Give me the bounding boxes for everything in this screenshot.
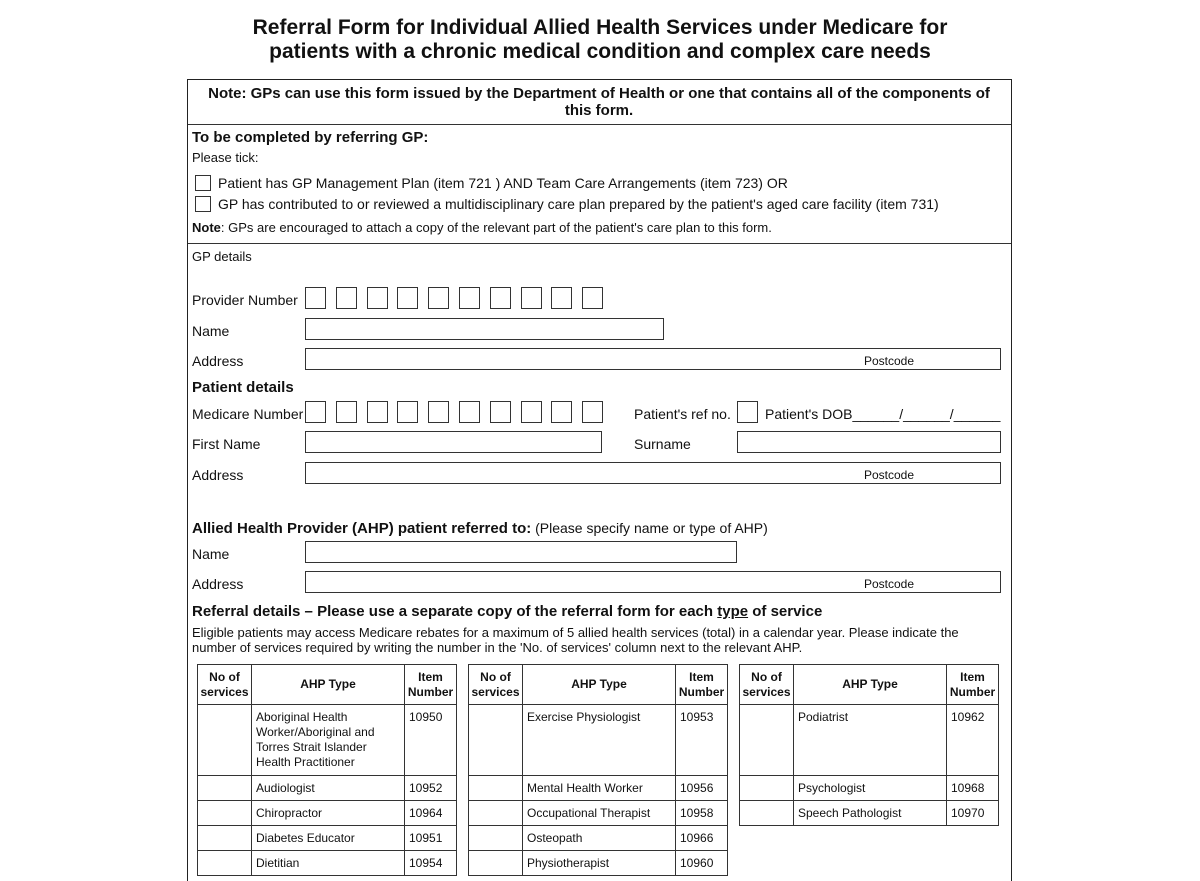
- care-plan-note: [192, 220, 772, 235]
- header-ahp-type: AHP Type: [523, 665, 676, 705]
- medicare-number-digit-box[interactable]: [521, 401, 542, 423]
- table-row: [469, 776, 728, 801]
- patient-postcode-label: Postcode: [864, 468, 915, 482]
- option-multidisciplinary-plan: GP has contributed to or reviewed a multidisciplinary care plan prepared by the patient's aged care facility (item 731): [218, 196, 939, 212]
- surname-label: Surname: [634, 436, 691, 452]
- provider-number-digit-box[interactable]: [305, 287, 326, 309]
- medicare-number-digit-box[interactable]: [582, 401, 603, 423]
- care-plan-note-bold: Note: [192, 220, 221, 235]
- item-number-cell: 10962: [947, 705, 999, 776]
- medicare-number-digit-box[interactable]: [305, 401, 326, 423]
- patient-details-heading: Patient details: [192, 379, 294, 396]
- item-number-cell: 10970: [947, 801, 999, 826]
- table-row: [469, 801, 728, 826]
- form-title: [0, 16, 1200, 64]
- table-row: [198, 801, 457, 826]
- referral-details-body: [192, 625, 1012, 655]
- ahp-type-cell: Dietitian: [252, 851, 405, 876]
- item-number-cell: 10952: [405, 776, 457, 801]
- provider-number-digit-box[interactable]: [459, 287, 480, 309]
- header-item-number-line2: Number: [678, 684, 725, 699]
- header-item-number-line1: Item: [418, 669, 443, 684]
- header-item-number-line2: Number: [407, 684, 454, 699]
- table-row: [198, 705, 457, 776]
- ahp-heading: [192, 520, 768, 537]
- header-no-of-services-line1: No of: [209, 669, 240, 684]
- medicare-number-label: Medicare Number: [192, 406, 304, 422]
- header-item-number-line1: Item: [960, 669, 985, 684]
- provider-number-digit-box[interactable]: [521, 287, 542, 309]
- no-of-services-cell[interactable]: [469, 801, 523, 826]
- item-number-cell: 10966: [676, 826, 728, 851]
- ahp-type-cell: Physiotherapist: [523, 851, 676, 876]
- provider-number-digit-box[interactable]: [336, 287, 357, 309]
- provider-number-digit-box[interactable]: [397, 287, 418, 309]
- ahp-type-cell: Diabetes Educator: [252, 826, 405, 851]
- no-of-services-cell[interactable]: [198, 776, 252, 801]
- ahp-type-cell: Psychologist: [794, 776, 947, 801]
- gp-section-heading: To be completed by referring GP:: [192, 129, 429, 146]
- header-ahp-type: AHP Type: [252, 665, 405, 705]
- medicare-number-digit-box[interactable]: [551, 401, 572, 423]
- table-row: [740, 705, 999, 776]
- medicare-number-digit-box[interactable]: [397, 401, 418, 423]
- ahp-name-field[interactable]: [305, 541, 737, 563]
- no-of-services-cell[interactable]: [740, 705, 794, 776]
- referral-heading-type: type: [717, 603, 749, 620]
- medicare-number-digit-box[interactable]: [336, 401, 357, 423]
- header-item-number: [676, 665, 728, 705]
- header-no-of-services-line2: services: [742, 684, 791, 699]
- patient-ref-label: Patient's ref no.: [634, 406, 731, 422]
- medicare-number-digit-box[interactable]: [490, 401, 511, 423]
- gp-postcode-label: Postcode: [864, 354, 915, 368]
- please-tick-label: Please tick:: [192, 150, 259, 165]
- table-row: [469, 705, 728, 776]
- item-number-cell: 10950: [405, 705, 457, 776]
- header-no-of-services-line1: No of: [751, 669, 782, 684]
- no-of-services-cell[interactable]: [469, 826, 523, 851]
- patient-address-label: Address: [192, 467, 244, 483]
- header-no-of-services: [469, 665, 523, 705]
- header-no-of-services-line2: services: [200, 684, 249, 699]
- ahp-table-1: [197, 664, 457, 876]
- provider-number-digit-box[interactable]: [551, 287, 572, 309]
- header-no-of-services-line1: No of: [480, 669, 511, 684]
- table-row: [740, 801, 999, 826]
- ahp-type-cell: Chiropractor: [252, 801, 405, 826]
- provider-number-digit-box[interactable]: [367, 287, 388, 309]
- header-ahp-type: AHP Type: [794, 665, 947, 705]
- ahp-table-3: [739, 664, 999, 826]
- surname-field[interactable]: [737, 431, 1001, 453]
- no-of-services-cell[interactable]: [469, 776, 523, 801]
- item-number-cell: 10960: [676, 851, 728, 876]
- header-item-number-line1: Item: [689, 669, 714, 684]
- ahp-type-cell: Occupational Therapist: [523, 801, 676, 826]
- item-number-cell: 10956: [676, 776, 728, 801]
- ahp-postcode-label: Postcode: [864, 577, 915, 591]
- table-row: [469, 826, 728, 851]
- referral-heading-d: of service: [748, 603, 823, 620]
- ahp-type-cell: Speech Pathologist: [794, 801, 947, 826]
- no-of-services-cell[interactable]: [198, 801, 252, 826]
- first-name-field[interactable]: [305, 431, 602, 453]
- referral-details-heading: [192, 603, 822, 620]
- no-of-services-cell[interactable]: [469, 705, 523, 776]
- ahp-heading-note: (Please specify name or type of AHP): [531, 520, 768, 536]
- ahp-type-cell: Mental Health Worker: [523, 776, 676, 801]
- header-no-of-services: [740, 665, 794, 705]
- header-no-of-services: [198, 665, 252, 705]
- no-of-services-cell[interactable]: [198, 826, 252, 851]
- ahp-type-cell: Osteopath: [523, 826, 676, 851]
- ahp-name-label: Name: [192, 546, 230, 562]
- department-note: Note: GPs can use this form issued by the Department of Health or one that contains all of the components of this form.: [208, 85, 990, 119]
- checkbox-gp-management-plan[interactable]: [195, 175, 211, 191]
- table-row: [740, 776, 999, 801]
- table-row: [198, 851, 457, 876]
- item-number-cell: 10968: [947, 776, 999, 801]
- provider-number-label: Provider Number: [192, 292, 298, 308]
- gp-name-label: Name: [192, 323, 230, 339]
- item-number-cell: 10953: [676, 705, 728, 776]
- ahp-address-label: Address: [192, 576, 244, 592]
- provider-number-digit-box[interactable]: [582, 287, 603, 309]
- gp-address-label: Address: [192, 353, 244, 369]
- first-name-label: First Name: [192, 436, 261, 452]
- provider-number-digit-box[interactable]: [490, 287, 511, 309]
- patient-ref-field[interactable]: [737, 401, 758, 423]
- gp-details-heading: GP details: [192, 249, 252, 264]
- form-title-line2: patients with a chronic medical condition and complex care needs: [269, 40, 931, 63]
- checkbox-multidisciplinary-plan[interactable]: [195, 196, 211, 212]
- referral-body-line1: Eligible patients may access Medicare rebates for a maximum of 5 allied health services (total) in a calendar year. Please indicate the: [192, 625, 959, 640]
- referral-body-line2: number of services required by writing the number in the 'No. of services' column next to the relevant AHP.: [192, 640, 803, 655]
- header-no-of-services-line2: services: [471, 684, 520, 699]
- care-plan-note-text: : GPs are encouraged to attach a copy of the relevant part of the patient's care plan to this form.: [220, 220, 772, 235]
- item-number-cell: 10964: [405, 801, 457, 826]
- table-row: [469, 851, 728, 876]
- item-number-cell: 10958: [676, 801, 728, 826]
- form-title-line1: Referral Form for Individual Allied Health Services under Medicare for: [252, 16, 948, 39]
- no-of-services-cell[interactable]: [198, 851, 252, 876]
- ahp-type-cell: Exercise Physiologist: [523, 705, 676, 776]
- table-row: [198, 826, 457, 851]
- ahp-table-2: [468, 664, 728, 876]
- referral-heading-a: Referral details: [192, 603, 301, 620]
- no-of-services-cell[interactable]: [198, 705, 252, 776]
- referral-heading-b: – Please use a separate copy of the referral form for each: [300, 603, 718, 620]
- medicare-number-digit-box[interactable]: [367, 401, 388, 423]
- medicare-number-digit-box[interactable]: [459, 401, 480, 423]
- ahp-type-cell: Aboriginal Health Worker/Aboriginal and Torres Strait Islander Health Practitioner: [252, 705, 405, 776]
- table-row: [198, 776, 457, 801]
- ahp-type-cell: Audiologist: [252, 776, 405, 801]
- medicare-number-digit-box[interactable]: [428, 401, 449, 423]
- item-number-cell: 10951: [405, 826, 457, 851]
- header-item-number-line2: Number: [949, 684, 996, 699]
- ahp-heading-bold: Allied Health Provider (AHP) patient referred to:: [192, 520, 532, 537]
- provider-number-digit-box[interactable]: [428, 287, 449, 309]
- divider: [188, 243, 1011, 244]
- item-number-cell: 10954: [405, 851, 457, 876]
- divider: [188, 124, 1011, 125]
- no-of-services-cell[interactable]: [740, 801, 794, 826]
- header-item-number: [405, 665, 457, 705]
- ahp-type-cell: Podiatrist: [794, 705, 947, 776]
- patient-dob-label[interactable]: Patient's DOB______/______/______: [765, 406, 1001, 422]
- no-of-services-cell[interactable]: [740, 776, 794, 801]
- no-of-services-cell[interactable]: [469, 851, 523, 876]
- gp-name-field[interactable]: [305, 318, 664, 340]
- option-gp-management-plan: Patient has GP Management Plan (item 721 ) AND Team Care Arrangements (item 723) OR: [218, 175, 788, 191]
- header-item-number: [947, 665, 999, 705]
